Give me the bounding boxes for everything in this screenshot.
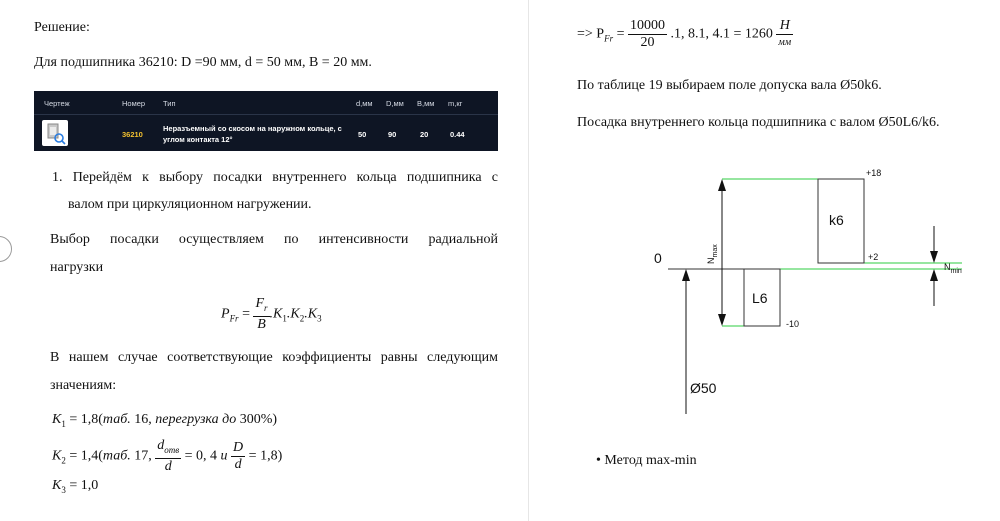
k1-line: [52, 412, 277, 429]
k2-frac2: [231, 440, 245, 473]
k1-note: таб.: [102, 412, 131, 427]
result-den: 20: [640, 35, 655, 50]
k2-note: таб.: [102, 448, 131, 464]
nmax-sub: max: [711, 244, 719, 258]
table-header-D: D,мм: [386, 99, 404, 108]
table-header-m: m,кг: [448, 99, 463, 108]
k2-frac1: [155, 438, 181, 475]
bearing-thumbnail[interactable]: [42, 120, 68, 146]
result-num: 10000: [629, 18, 665, 33]
nmin-label: [944, 262, 962, 275]
page-edge-control[interactable]: [0, 236, 12, 262]
load-intensity-formula: $P_{Fr}$ = $\frac{F_r}{B}$ $.K_1.K_2.K_3$: [221, 296, 322, 332]
k2-eq: = 1,4(: [65, 448, 103, 464]
table-cell-D: 90: [388, 130, 397, 139]
coef-line1: В нашем случае соответствующие коэффициенты равны следующим: [50, 350, 498, 365]
table-cell-B: 20: [420, 130, 429, 139]
k1-mid: 16,: [130, 412, 156, 427]
result-mid: .1, 8.1, 4.1 = 1260: [666, 26, 777, 42]
table-header-d: d,мм: [356, 99, 373, 108]
method-bullet-text: Метод max-min: [604, 453, 697, 468]
k6-label: k6: [829, 212, 844, 228]
plus2-label: +2: [868, 252, 879, 262]
k1-note2: перегрузка до: [155, 412, 237, 427]
k2-mid: 17,: [130, 448, 156, 464]
table-cell-type-1: Неразъемный со скосом на наружном кольце, с: [163, 124, 342, 133]
result-eq: =: [613, 26, 628, 42]
method-bullet: • Метод max-min: [596, 453, 697, 468]
intensity-line1: Выбор посадки осуществляем по интенсивности радиальной: [50, 232, 498, 247]
k3-eq: = 1,0: [65, 478, 99, 493]
formula-den: B: [257, 316, 266, 332]
diameter-arrow: [682, 269, 690, 281]
nmin-arrow-bottom: [930, 269, 938, 281]
formula-k-c: .K: [304, 306, 318, 322]
table-header-type: Тип: [163, 99, 176, 108]
k2-val2: = 1,8): [245, 448, 283, 464]
k2-line: [52, 438, 282, 475]
zero-label: 0: [654, 250, 662, 266]
intensity-line2: нагрузки: [50, 260, 104, 275]
step1-line1: 1. Перейдём к выбору посадки внутреннего кольца подшипника с: [52, 170, 498, 185]
k2-frac1-num: d: [157, 438, 165, 453]
table-header-drawing: Чертеж: [44, 99, 70, 108]
table-header-number: Номер: [122, 99, 146, 108]
k1-tail: 300%): [236, 412, 278, 427]
table-cell-m: 0.44: [450, 130, 465, 139]
table-cell-type-2: углом контакта 12°: [163, 135, 233, 144]
nmax-arrow-top: [718, 179, 726, 191]
diameter-label: Ø50: [690, 380, 717, 396]
nmax-label: [706, 244, 719, 264]
k2-val1: = 0, 4: [181, 448, 221, 464]
table-header-B: B,мм: [417, 99, 435, 108]
minus10-label: -10: [786, 319, 800, 329]
formula-k2-sub: 2: [299, 313, 305, 324]
bearing-table: [34, 91, 498, 151]
k2-frac1-num-sub: отв: [164, 444, 180, 455]
k3-line: [52, 478, 98, 495]
k1-sub: 1: [61, 418, 66, 429]
table-separator: [34, 114, 498, 115]
formula-k1-sub: 1: [282, 313, 287, 324]
formula-p: P: [221, 306, 230, 322]
column-divider: [528, 0, 529, 521]
step1-line2: валом при циркуляционном нагружении.: [68, 197, 312, 212]
nmin-sub: min: [950, 267, 962, 275]
formula-num-sub: r: [264, 302, 268, 313]
formula-k-a: .K: [269, 306, 283, 322]
solution-heading: Решение:: [34, 20, 90, 35]
formula-fraction: [253, 296, 269, 333]
k2-and: и: [220, 448, 228, 464]
k1-eq: = 1,8(: [65, 412, 103, 427]
k2-frac1-den: d: [164, 458, 172, 474]
result-unit-den: мм: [778, 37, 792, 48]
k3-symbol: K: [52, 478, 62, 493]
nmin-arrow-top: [930, 251, 938, 263]
k2-sub: 2: [61, 455, 66, 466]
nmax-letter: N: [706, 257, 716, 264]
plus18-label: +18: [866, 168, 882, 178]
l6-label: L6: [752, 290, 768, 306]
fit-line: Посадка внутреннего кольца подшипника с валом Ø50L6/k6.: [577, 115, 940, 130]
formula-num: F: [255, 296, 265, 311]
k2-frac2-num: D: [233, 439, 244, 455]
k2-symbol: K: [52, 448, 62, 464]
result-unit: [776, 18, 793, 51]
k1-symbol: K: [52, 412, 62, 427]
coef-line2: значениям:: [50, 378, 117, 393]
result-prefix: => P: [577, 26, 605, 42]
result-fraction: [628, 18, 667, 51]
table19-line: По таблице 19 выбираем поле допуска вала Ø50k6.: [577, 78, 882, 93]
table-cell-d: 50: [358, 130, 367, 139]
k3-sub: 3: [61, 484, 66, 495]
result-sub: Fr: [604, 33, 614, 44]
k2-frac2-den: d: [234, 456, 242, 472]
bearing-params: Для подшипника 36210: D =90 мм, d = 50 мм, B = 20 мм.: [34, 55, 372, 70]
formula-k-b: .K: [286, 306, 300, 322]
result-unit-num: H: [776, 18, 793, 35]
nmax-arrow-bottom: [718, 314, 726, 326]
result-formula: [577, 18, 793, 51]
formula-k3-sub: 3: [317, 313, 322, 324]
formula-p-sub: Fr: [229, 313, 239, 324]
table-cell-number: 36210: [122, 130, 143, 139]
nmin-letter: N: [944, 262, 951, 272]
